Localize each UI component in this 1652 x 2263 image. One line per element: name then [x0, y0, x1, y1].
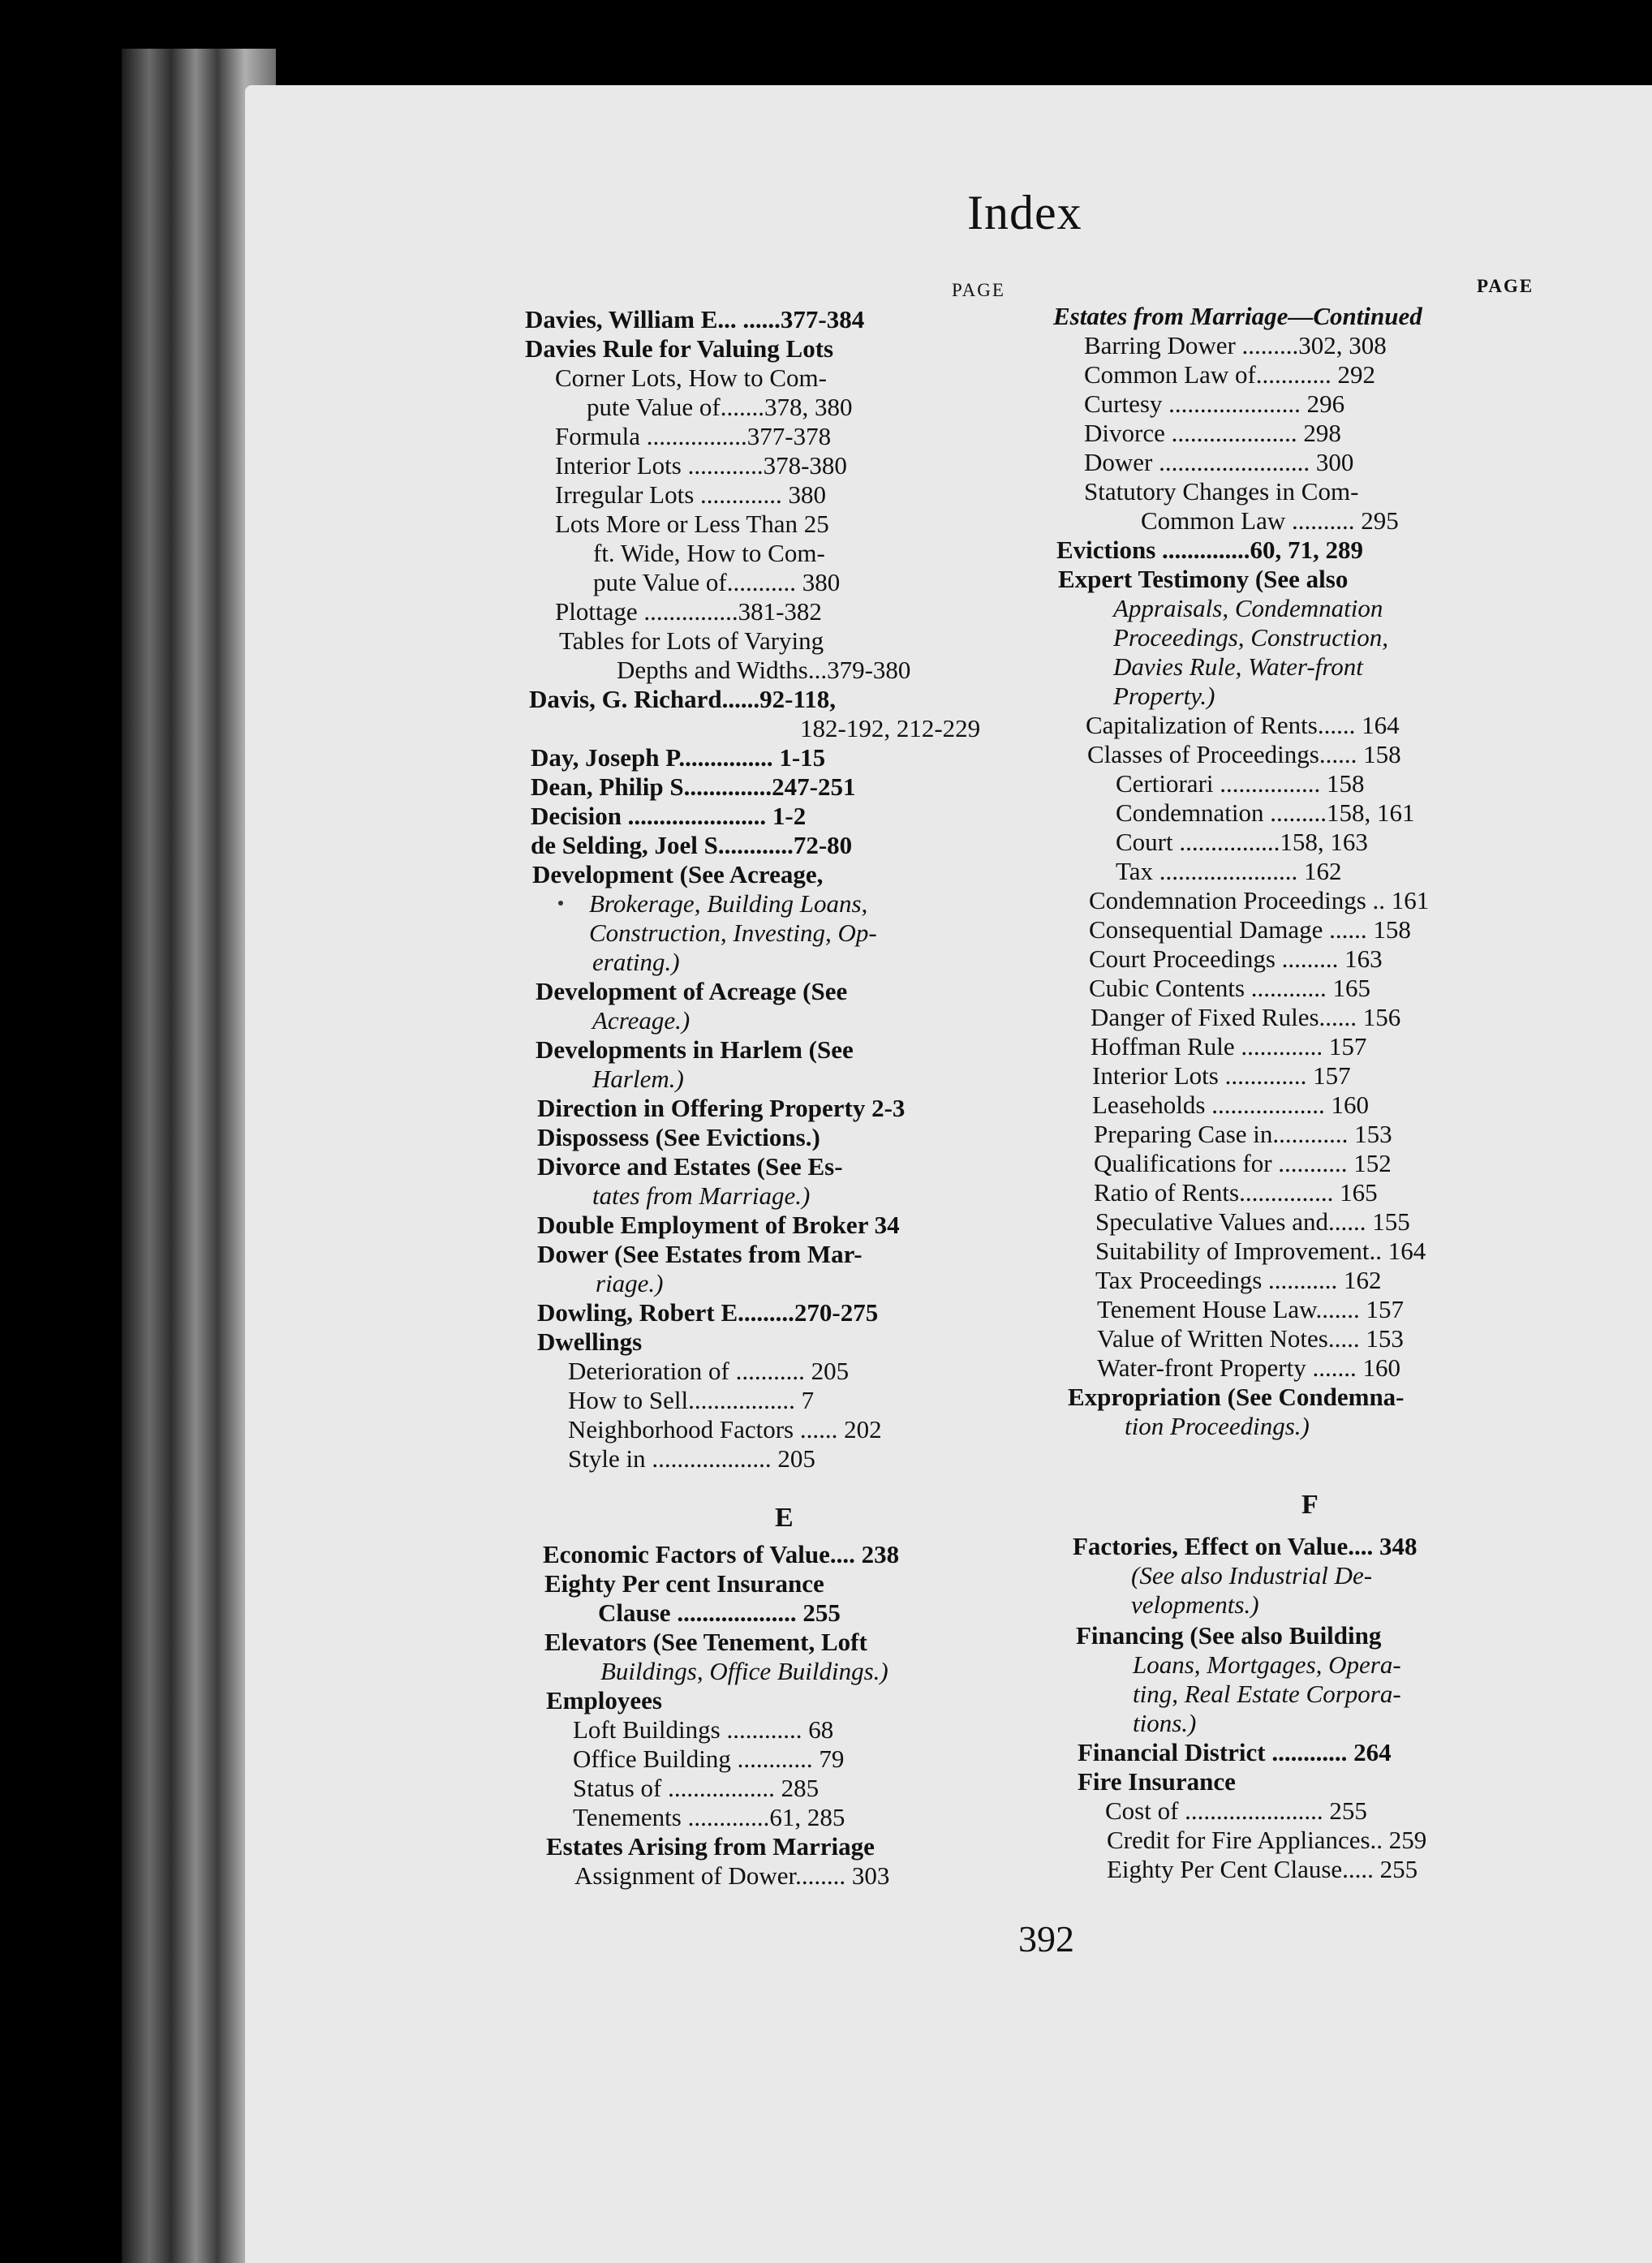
index-entry: Expropriation (See Condemna- [1068, 1383, 1405, 1411]
page-title: Index [967, 186, 1082, 239]
index-entry: Interior Lots ............. 157 [1092, 1061, 1351, 1090]
index-entry: Neighborhood Factors ...... 202 [568, 1415, 882, 1443]
index-entry: 182-192, 212-229 [800, 714, 981, 742]
book-page [245, 85, 1652, 2263]
index-entry: Tax ...................... 162 [1116, 857, 1342, 885]
index-entry: Dower ........................ 300 [1084, 448, 1354, 476]
index-entry: Appraisals, Condemnation [1113, 594, 1383, 622]
index-entry: tates from Marriage.) [592, 1181, 811, 1210]
index-entry: Acreage.) [592, 1006, 690, 1035]
index-entry: Divorce .................... 298 [1084, 419, 1341, 447]
index-entry: Double Employment of Broker 34 [537, 1211, 900, 1239]
index-entry: Speculative Values and...... 155 [1095, 1207, 1410, 1236]
index-entry: Dean, Philip S..............247-251 [531, 772, 856, 801]
index-entry: Style in ................... 205 [568, 1444, 815, 1473]
index-entry: Lots More or Less Than 25 [555, 510, 829, 538]
index-entry: Buildings, Office Buildings.) [600, 1657, 888, 1685]
index-entry: Loft Buildings ............ 68 [573, 1715, 834, 1744]
index-entry: Tables for Lots of Varying [559, 626, 824, 655]
index-entry: Expert Testimony (See also [1058, 565, 1349, 593]
section-letter-f: F [1301, 1490, 1319, 1520]
index-entry: Deterioration of ........... 205 [568, 1357, 850, 1385]
index-entry: Common Law .......... 295 [1141, 506, 1399, 535]
index-entry: Tax Proceedings ........... 162 [1095, 1266, 1382, 1294]
index-entry: Davies Rule, Water-front [1113, 652, 1363, 681]
index-entry: Proceedings, Construction, [1113, 623, 1388, 652]
page-column-header-left: PAGE [952, 280, 1005, 300]
section-letter-e: E [775, 1503, 794, 1533]
index-entry: ting, Real Estate Corpora- [1133, 1680, 1401, 1708]
index-entry: Evictions ..............60, 71, 289 [1056, 536, 1364, 564]
index-entry: Harlem.) [592, 1065, 684, 1093]
index-entry: Court ................158, 163 [1116, 828, 1368, 856]
index-entry: (See also Industrial De- [1131, 1561, 1373, 1590]
index-entry: Office Building ............ 79 [573, 1745, 845, 1773]
index-entry: Plottage ...............381-382 [555, 597, 822, 626]
index-entry: Dowling, Robert E.........270-275 [537, 1298, 879, 1327]
index-entry: Irregular Lots ............. 380 [555, 480, 827, 509]
index-entry: Clause ................... 255 [598, 1598, 841, 1627]
index-entry: Hoffman Rule ............. 157 [1091, 1032, 1367, 1061]
index-entry: Value of Written Notes..... 153 [1097, 1324, 1404, 1353]
index-entry: velopments.) [1131, 1590, 1259, 1619]
index-entry: Preparing Case in............ 153 [1094, 1120, 1392, 1148]
index-entry: Eighty Per Cent Clause..... 255 [1107, 1855, 1418, 1883]
index-entry: Employees [546, 1686, 662, 1714]
index-entry: Condemnation .........158, 161 [1116, 798, 1415, 827]
index-entry: Dower (See Estates from Mar- [537, 1240, 863, 1268]
index-entry: Economic Factors of Value.... 238 [543, 1540, 900, 1568]
index-entry: pute Value of.......378, 380 [587, 393, 853, 421]
index-entry: Financing (See also Building [1076, 1621, 1382, 1650]
index-entry: Consequential Damage ...... 158 [1089, 915, 1411, 944]
index-entry: Certiorari ................ 158 [1116, 769, 1365, 798]
index-entry: Divorce and Estates (See Es- [537, 1152, 843, 1181]
index-entry: Cost of ...................... 255 [1105, 1796, 1367, 1825]
index-entry: Cubic Contents ............ 165 [1089, 974, 1371, 1002]
index-entry: Capitalization of Rents...... 164 [1086, 711, 1400, 739]
index-entry: Fire Insurance [1078, 1767, 1236, 1796]
index-entry: de Selding, Joel S............72-80 [531, 831, 853, 859]
page-column-header-right: PAGE [1477, 276, 1534, 296]
index-entry: Qualifications for ........... 152 [1094, 1149, 1392, 1177]
page-number: 392 [1018, 1918, 1074, 1960]
index-entry: Direction in Offering Property 2-3 [537, 1094, 906, 1122]
index-entry: Financial District ............ 264 [1078, 1738, 1392, 1766]
index-entry: Credit for Fire Appliances.. 259 [1107, 1826, 1427, 1854]
index-entry: Interior Lots ............378-380 [555, 451, 847, 480]
index-entry: Leaseholds .................. 160 [1092, 1091, 1369, 1119]
index-entry: Curtesy ..................... 296 [1084, 389, 1345, 418]
index-entry: Ratio of Rents............... 165 [1094, 1178, 1378, 1207]
index-entry: Tenements .............61, 285 [573, 1803, 845, 1831]
index-entry: Day, Joseph P............... 1-15 [531, 743, 826, 772]
index-entry: Dwellings [537, 1327, 643, 1356]
index-entry: Estates Arising from Marriage [546, 1832, 875, 1861]
index-entry: pute Value of........... 380 [593, 568, 841, 596]
index-entry: Court Proceedings ......... 163 [1089, 944, 1383, 973]
index-entry: Construction, Investing, Op- [589, 919, 877, 947]
index-entry: Common Law of............ 292 [1084, 360, 1376, 389]
index-entry: Condemnation Proceedings .. 161 [1089, 886, 1430, 914]
index-entry: Elevators (See Tenement, Loft [544, 1628, 867, 1656]
stray-bullet-mark [558, 901, 563, 906]
index-entry: Danger of Fixed Rules...... 156 [1091, 1003, 1401, 1031]
index-entry: Property.) [1113, 682, 1215, 710]
index-entry: erating.) [592, 948, 680, 976]
index-entry: Classes of Proceedings...... 158 [1087, 740, 1401, 768]
index-entry: Corner Lots, How to Com- [555, 364, 827, 392]
index-entry: Statutory Changes in Com- [1084, 477, 1359, 506]
index-entry: tion Proceedings.) [1125, 1412, 1310, 1440]
index-entry: tions.) [1133, 1709, 1197, 1737]
index-entry: Dispossess (See Evictions.) [537, 1123, 820, 1151]
index-entry: Brokerage, Building Loans, [589, 889, 868, 918]
index-entry: How to Sell................. 7 [568, 1386, 815, 1414]
index-entry: ft. Wide, How to Com- [593, 539, 825, 567]
index-entry: Assignment of Dower........ 303 [574, 1861, 890, 1890]
index-entry: Suitability of Improvement.. 164 [1095, 1237, 1426, 1265]
index-entry: Water-front Property ....... 160 [1097, 1353, 1400, 1382]
index-entry: riage.) [596, 1269, 664, 1297]
index-entry: Development of Acreage (See [536, 977, 848, 1005]
index-entry: Eighty Per cent Insurance [544, 1569, 824, 1598]
index-entry: Factories, Effect on Value.... 348 [1073, 1532, 1418, 1560]
index-entry: Davies, William E... ......377-384 [525, 305, 865, 333]
index-entry: Depths and Widths...379-380 [617, 656, 911, 684]
index-entry: Formula ................377-378 [555, 422, 832, 450]
index-entry: Davis, G. Richard......92-118, [529, 685, 837, 713]
index-entry: Tenement House Law....... 157 [1097, 1295, 1405, 1323]
index-entry: Barring Dower .........302, 308 [1084, 331, 1387, 359]
index-entry: Status of ................. 285 [573, 1774, 820, 1802]
index-entry: Development (See Acreage, [532, 860, 824, 888]
index-entry: Davies Rule for Valuing Lots [525, 334, 834, 363]
index-entry: Estates from Marriage—Continued [1053, 302, 1422, 330]
index-entry: Decision ...................... 1-2 [531, 802, 807, 830]
index-entry: Developments in Harlem (See [536, 1035, 854, 1064]
index-entry: Loans, Mortgages, Opera- [1133, 1650, 1401, 1679]
